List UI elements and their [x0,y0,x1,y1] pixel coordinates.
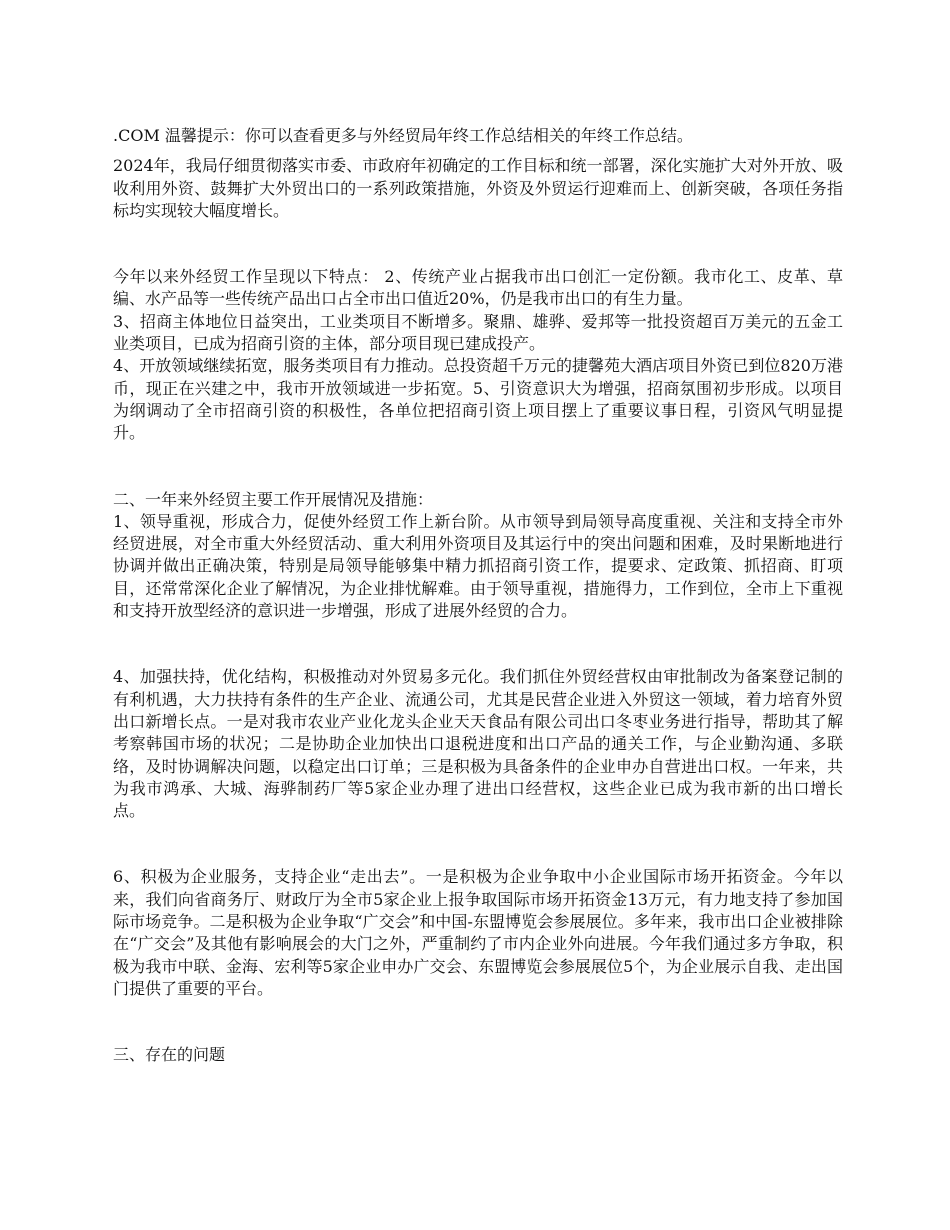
section2-heading: 二、一年来外经贸主要工作开展情况及措施： [113,489,434,509]
section2-item-6: 6、积极为企业服务，支持企业“走出去”。一是积极为企业争取中小企业国际市场开拓资金。今年以来，我们向省商务厅、财政厅为全市5家企业上报争取国际市场开拓资金13万元，有力地支持了参加国际市场竞争。二是积极为企业争取“广交会”和中国-东盟博览会参展展位。多年来，我市出口企业被排除在“广交会”及其他有影响展会的大门之外，严重制约了市内企业外向进展。今年我们通过多方争取，积极为我市中联、金海、宏利等5家企业申办广交会、东盟博览会参展展位5个，为企业展示自我、走出国门提供了重要的平台。 [113,867,843,998]
section2-item-1: 1、领导重视，形成合力，促使外经贸工作上新台阶。从市领导到局领导高度重视、关注和支持全市外经贸进展，对全市重大外经贸活动、重大利用外资项目及其运行中的突出问题和困难，及时果断地进行协调并做出正确决策，特别是局领导能够集中精力抓招商引资工作，提要求、定政策、抓招商、盯项目，还常常深化企业了解情况，为企业排忧解难。由于领导重视，措施得力，工作到位，全市上下重视和支持开放型经济的意识进一步增强，形成了进展外经贸的合力。 [113,511,843,621]
features-item-3: 3、招商主体地位日益突出，工业类项目不断增多。聚鼎、雄骅、爱邦等一批投资超百万美元的五金工业类项目，已成为招商引资的主体，部分项目现已建成投产。 [113,311,843,354]
features-item-4: 4、开放领域继续拓宽，服务类项目有力推动。总投资超千万元的捷馨苑大酒店项目外资已到位820万港币，现正在兴建之中，我市开放领域进一步拓宽。5、引资意识大为增强，招商氛围初步形成。以项目为纲调动了全市招商引资的积极性，各单位把招商引资上项目摆上了重要议事日程，引资风气明显提升。 [113,356,843,443]
section3-heading: 三、存在的问题 [113,1045,226,1065]
features-paragraph: 今年以来外经贸工作呈现以下特点： 2、传统产业占据我市出口创汇一定份额。我市化工、皮革、草编、水产品等一些传统产品出口占全市出口值近20%，仍是我市出口的有生力量。 [113,267,843,309]
section2-item-4: 4、加强扶持，优化结构，积极推动对外贸易多元化。我们抓住外贸经营权由审批制改为备案登记制的有利机遇，大力扶持有条件的生产企业、流通公司，尤其是民营企业进入外贸这一领域，着力培育外贸出口新增长点。一是对我市农业产业化龙头企业天天食品有限公司出口冬枣业务进行指导，帮助其了解考察韩国市场的状况；二是协助企业加快出口退税进度和出口产品的通关工作，与企业勤沟通、多联络，及时协调解决问题，以稳定出口订单；三是积极为具备条件的企业申办自营进出口权。一年来，共为我市鸿承、大城、海骅制药厂等5家企业办理了进出口经营权，这些企业已成为我市新的出口增长点。 [113,667,843,821]
intro-tip: .COM 温馨提示：你可以查看更多与外经贸局年终工作总结相关的年终工作总结。 [113,126,693,145]
summary-paragraph: 2024年，我局仔细贯彻落实市委、市政府年初确定的工作目标和统一部署，深化实施扩大对外开放、吸收利用外资、鼓舞扩大外贸出口的一系列政策措施，外资及外贸运行迎难而上、创新突破，各项任务指标均实现较大幅度增长。 [113,156,843,220]
document-page [113,125,843,1067]
